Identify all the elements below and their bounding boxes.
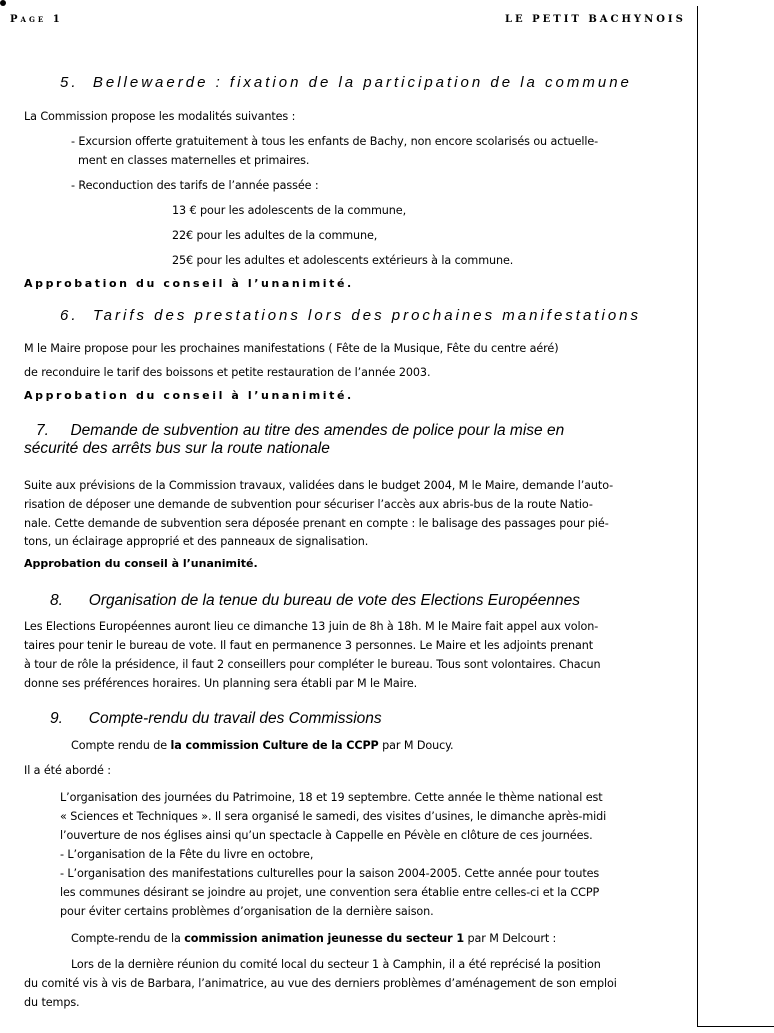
section-7-line2: risation de déposer une demande de subvention pour sécuriser l’accès aux abris-bus de la route Natio-: [24, 498, 593, 511]
section-7-line4: tons, un éclairage approprié et des panneaux de signalisation.: [24, 535, 369, 548]
jeunesse-line3: du temps.: [24, 996, 80, 1009]
section-6-heading: [60, 307, 641, 324]
culture-report-suffix: par M Doucy.: [378, 739, 454, 752]
manifestations-line3: pour éviter certains problèmes d’organisation de la dernière saison.: [60, 905, 434, 918]
jeunesse-commission-report: [71, 929, 556, 948]
section-8-title: Organisation de la tenue du bureau de vote des Elections Européennes: [88, 592, 580, 609]
section-5-number: 5.: [60, 74, 79, 91]
tarif-adolescents: 13 € pour les adolescents de la commune,: [172, 204, 407, 217]
fete-du-livre: - L’organisation de la Fête du livre en octobre,: [60, 848, 314, 861]
section-6-line2: de reconduire le tarif des boissons et petite restauration de l’année 2003.: [24, 366, 431, 379]
section-7-heading-line1: [24, 422, 564, 440]
section-5-item1-line1: - Excursion offerte gratuitement à tous les enfants de Bachy, non encore scolarisés ou actuelle-: [71, 135, 599, 148]
section-7-title-line1: Demande de subvention au titre des amendes de police pour la mise en: [70, 422, 565, 439]
tarif-exterieurs: 25€ pour les adultes et adolescents extérieurs à la commune.: [172, 254, 514, 267]
section-6-number: 6.: [60, 307, 79, 324]
section-9-heading: [50, 710, 382, 728]
tarif-adultes: 22€ pour les adultes de la commune,: [172, 229, 378, 242]
topics-intro: Il a été abordé :: [24, 764, 111, 777]
section-6-line1: M le Maire propose pour les prochaines manifestations ( Fête de la Musique, Fête du centre aéré): [24, 342, 559, 355]
section-5-approval: Approbation du conseil à l’unanimité.: [24, 277, 354, 290]
section-8-line4: donne ses préférences horaires. Un planning sera établi par M le Maire.: [24, 677, 418, 690]
section-8-line3: à tour de rôle la présidence, il faut 2 conseillers pour compléter le bureau. Tous sont volontaires. Chacun: [24, 658, 601, 671]
patrimoine-line2: « Sciences et Techniques ». Il sera organisé le samedi, des visites d’usines, le dimanche après-midi: [60, 810, 607, 823]
culture-commission-report: [71, 736, 454, 755]
manifestations-line1: - L’organisation des manifestations culturelles pour la saison 2004-2005. Cette année pour toutes: [60, 867, 600, 880]
section-5-title: Bellewaerde : fixation de la participation de la commune: [92, 74, 632, 91]
section-6-approval: Approbation du conseil à l’unanimité.: [24, 389, 354, 402]
culture-report-prefix: Compte rendu de: [71, 739, 171, 752]
section-5-heading: [60, 74, 632, 91]
jeunesse-line1: Lors de la dernière réunion du comité local du secteur 1 à Camphin, il a été reprécisé la position: [71, 958, 601, 971]
section-5-item2: - Reconduction des tarifs de l’année passée :: [71, 179, 319, 192]
section-8-line2: taires pour tenir le bureau de vote. Il faut en permanence 3 personnes. Le Maire et les adjoints prenant: [24, 639, 594, 652]
section-7-approval: Approbation du conseil à l’unanimité.: [24, 557, 258, 570]
patrimoine-line3: l’ouverture de nos églises ainsi qu’un spectacle à Cappelle en Pévèle en clôture de ces journées.: [60, 829, 593, 842]
patrimoine-line1: L’organisation des journées du Patrimoine, 18 et 19 septembre. Cette année le thème national est: [60, 791, 603, 804]
section-7-number: 7.: [36, 422, 49, 439]
section-7-title-line2: sécurité des arrêts bus sur la route nationale: [24, 440, 330, 457]
section-7-line3: nale. Cette demande de subvention sera déposée prenant en compte : le balisage des passages pour pié-: [24, 517, 609, 530]
margin-rule: [697, 6, 698, 1026]
corner-dot: [0, 0, 6, 6]
jeunesse-report-suffix: par M Delcourt :: [464, 932, 557, 945]
manifestations-line2: les communes désirant se joindre au projet, une convention sera établie entre celles-ci et la CCPP: [60, 886, 600, 899]
newsletter-title: LE PETIT BACHYNOIS: [505, 14, 686, 25]
section-5-item1-line2: ment en classes maternelles et primaires.: [78, 154, 310, 167]
jeunesse-line2: du comité vis à vis de Barbara, l’animatrice, au vue des derniers problèmes d’aménagement de son emploi: [24, 977, 617, 990]
section-9-title: Compte-rendu du travail des Commissions: [88, 710, 382, 727]
section-7-line1: Suite aux prévisions de la Commission travaux, validées dans le budget 2004, M le Maire, demande l’auto-: [24, 479, 614, 492]
culture-commission-name: la commission Culture de la CCPP: [170, 739, 379, 752]
section-8-number: 8.: [50, 592, 63, 609]
page-number: Page 1: [10, 14, 63, 25]
section-5-intro: La Commission propose les modalités suivantes :: [24, 110, 296, 123]
section-9-number: 9.: [50, 710, 63, 727]
section-8-line1: Les Elections Européennes auront lieu ce dimanche 13 juin de 8h à 18h. M le Maire fait appel aux volon-: [24, 620, 599, 633]
jeunesse-report-prefix: Compte-rendu de la: [71, 932, 185, 945]
section-8-heading: [50, 592, 580, 610]
margin-rule-bottom: [697, 1026, 774, 1027]
section-6-title: Tarifs des prestations lors des prochaines manifestations: [92, 307, 641, 324]
jeunesse-commission-name: commission animation jeunesse du secteur 1: [184, 932, 465, 945]
